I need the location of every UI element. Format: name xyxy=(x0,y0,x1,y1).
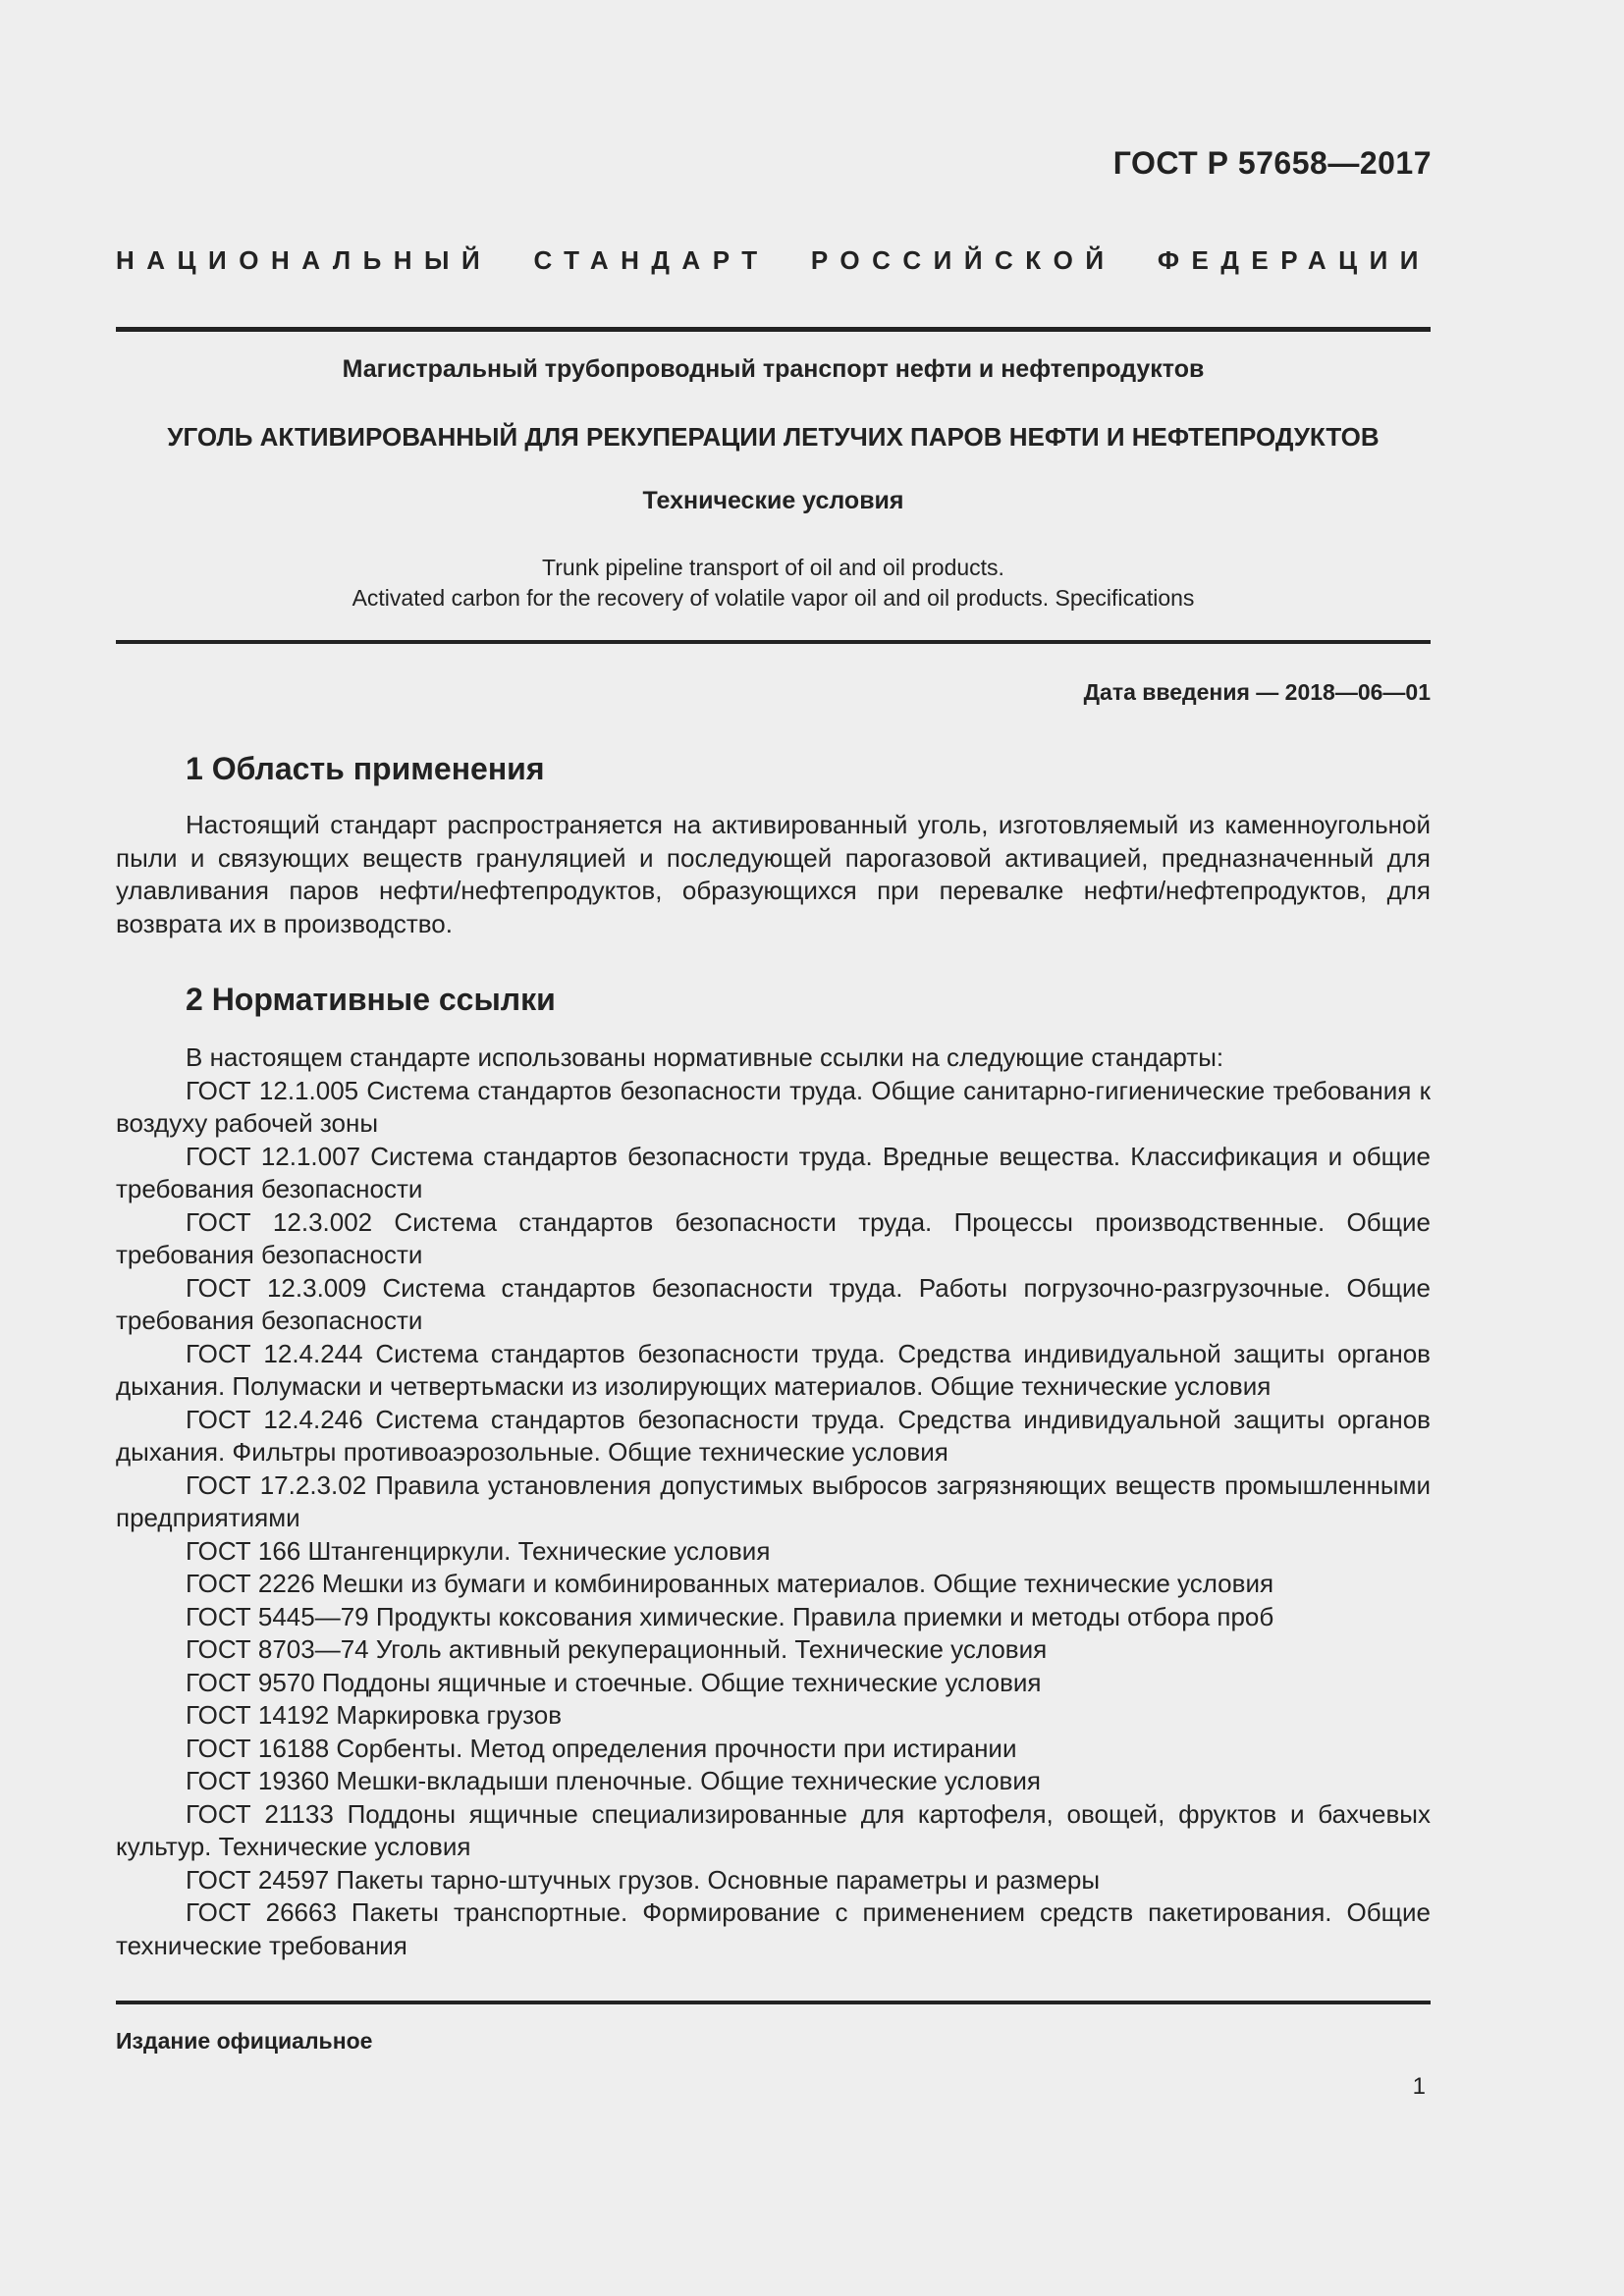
banner-word: РОССИЙСКОЙ xyxy=(810,245,1116,275)
official-edition-label: Издание официальное xyxy=(116,2028,373,2054)
intro-date: Дата введения — 2018—06—01 xyxy=(1083,679,1431,705)
section-2-heading: 2 Нормативные ссылки xyxy=(186,982,556,1017)
banner-word: НАЦИОНАЛЬНЫЙ xyxy=(116,245,493,275)
reference-item: ГОСТ 8703—74 Уголь активный рекуперационный. Технические условия xyxy=(186,1634,1048,1664)
title-main: УГОЛЬ АКТИВИРОВАННЫЙ ДЛЯ РЕКУПЕРАЦИИ ЛЕТУЧИХ ПАРОВ НЕФТИ И НЕФТЕПРОДУКТОВ xyxy=(167,422,1380,452)
reference-item: ГОСТ 21133 Поддоны ящичные специализированные для картофеля, овощей, фруктов и бахчевых культур. Технические условия xyxy=(116,1798,1431,1861)
reference-item: ГОСТ 12.1.005 Система стандартов безопасности труда. Общие санитарно-гигиенические требования к воздуху рабочей зоны xyxy=(116,1075,1431,1138)
national-standard-banner xyxy=(116,245,1431,276)
reference-item: ГОСТ 24597 Пакеты тарно-штучных грузов. Основные параметры и размеры xyxy=(186,1864,1101,1895)
middle-rule xyxy=(116,640,1431,644)
reference-item: ГОСТ 9570 Поддоны ящичные и стоечные. Общие технические условия xyxy=(186,1667,1042,1697)
reference-item: ГОСТ 12.3.009 Система стандартов безопасности труда. Работы погрузочно-разгрузочные. Общие требования безопасности xyxy=(116,1272,1431,1335)
reference-item: ГОСТ 12.4.244 Система стандартов безопасности труда. Средства индивидуальной защиты органов дыхания. Полумаски и четвертьмаски из изолирующих материалов. Общие технические условия xyxy=(116,1338,1431,1401)
banner-word: СТАНДАРТ xyxy=(533,245,770,275)
reference-intro: В настоящем стандарте использованы нормативные ссылки на следующие стандарты: xyxy=(186,1042,1224,1072)
reference-item: ГОСТ 19360 Мешки-вкладыши пленочные. Общие технические условия xyxy=(186,1766,1041,1795)
english-title-line: Trunk pipeline transport of oil and oil products. xyxy=(542,555,1004,580)
title-sub: Технические условия xyxy=(642,487,904,514)
reference-item: ГОСТ 12.3.002 Система стандартов безопасности труда. Процессы производственные. Общие требования безопасности xyxy=(116,1206,1431,1269)
reference-item: ГОСТ 17.2.3.02 Правила установления допустимых выбросов загрязняющих веществ промышленными предприятиями xyxy=(116,1469,1431,1532)
document-code: ГОСТ Р 57658—2017 xyxy=(1112,145,1432,181)
reference-item: ГОСТ 2226 Мешки из бумаги и комбинированных материалов. Общие технические условия xyxy=(186,1569,1274,1598)
page-number: 1 xyxy=(1412,2073,1426,2100)
reference-item: ГОСТ 26663 Пакеты транспортные. Формирование с применением средств пакетирования. Общие технические требования xyxy=(116,1897,1431,1960)
english-title xyxy=(116,553,1431,614)
bottom-rule xyxy=(116,2001,1431,2004)
reference-item: ГОСТ 16188 Сорбенты. Метод определения прочности при истирании xyxy=(186,1733,1017,1763)
title-category: Магистральный трубопроводный транспорт нефти и нефтепродуктов xyxy=(342,355,1205,383)
reference-item: ГОСТ 14192 Маркировка грузов xyxy=(186,1700,563,1730)
top-rule xyxy=(116,327,1431,332)
reference-item: ГОСТ 12.4.246 Система стандартов безопасности труда. Средства индивидуальной защиты органов дыхания. Фильтры противоаэрозольные. Общие технические условия xyxy=(116,1404,1431,1467)
reference-item: ГОСТ 166 Штангенциркули. Технические условия xyxy=(186,1535,771,1566)
section-1-heading: 1 Область применения xyxy=(186,751,545,786)
reference-item: ГОСТ 12.1.007 Система стандартов безопасности труда. Вредные вещества. Классификация и общие требования безопасности xyxy=(116,1141,1431,1203)
section-1-text: Настоящий стандарт распространяется на активированный уголь, изготовляемый из каменноугольной пыли и связующих веществ грануляцией и последующей парогазовой активацией, предназначенный для улавливания паров нефти/нефтепродуктов, образующихся при перевалке нефти/нефтепродуктов, для возврата их в производство. xyxy=(116,810,1431,938)
english-title-line: Activated carbon for the recovery of volatile vapor oil and oil products. Specifications xyxy=(352,585,1195,611)
reference-item: ГОСТ 5445—79 Продукты коксования химические. Правила приемки и методы отбора проб xyxy=(186,1601,1274,1631)
references-list xyxy=(116,1041,1431,1962)
banner-word: ФЕДЕРАЦИИ xyxy=(1157,245,1431,275)
